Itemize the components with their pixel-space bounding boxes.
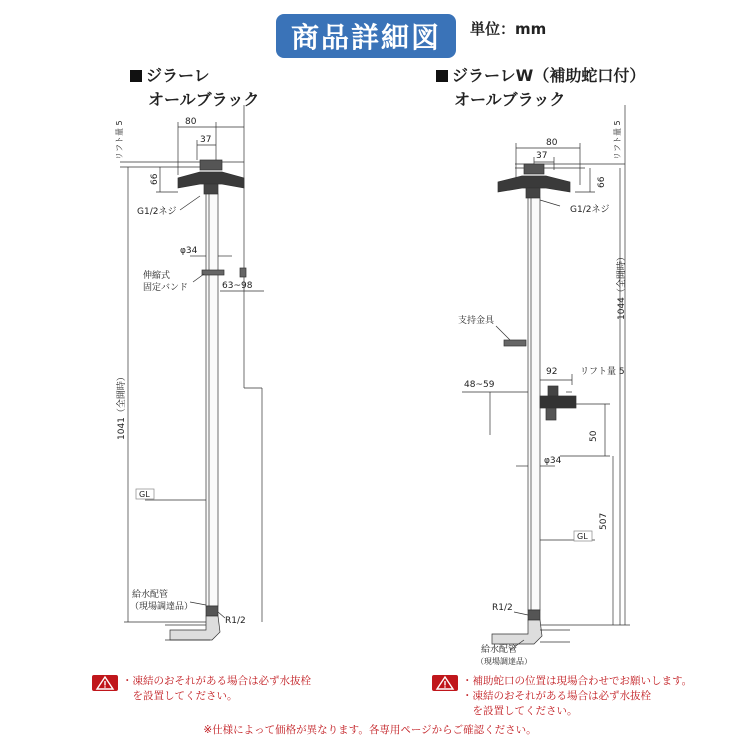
bracket-label: 支持金具 — [458, 316, 495, 326]
dim-lift-2: リフト量 5 — [580, 367, 625, 377]
band-label-1: 伸縮式 — [143, 271, 171, 281]
left-product-color: オールブラック — [148, 90, 260, 109]
supply-label-1: 給水配管 — [132, 590, 169, 600]
r12-label: R1/2 — [492, 603, 513, 613]
gl-label: GL — [577, 532, 588, 541]
warning-icon — [92, 675, 118, 691]
right-warning — [462, 674, 692, 719]
supply-label-2: （現場調達品） — [476, 657, 532, 666]
band-label-2: 固定バンド — [143, 283, 189, 293]
total-height-label: 1044（全開時） — [617, 252, 627, 320]
gl-label: GL — [139, 490, 150, 499]
left-warning-line-1: ・凍結のおそれがある場合は必ず水抜栓 — [122, 675, 311, 687]
footer-note: ※仕様によって価格が異なります。各専用ページからご確認ください。 — [203, 724, 537, 736]
warning-icon — [432, 675, 458, 691]
dim-height-66: 66 — [150, 173, 160, 185]
dim-width-37: 37 — [200, 135, 212, 145]
dim-height-507: 507 — [599, 512, 609, 530]
supply-label-2: （現場調達品） — [130, 602, 194, 612]
unit-label: 単位：mm — [470, 20, 547, 38]
page-title: 商品詳細図 — [276, 14, 456, 58]
right-warning-line-3: を設置してください。 — [462, 705, 578, 717]
warning-badge — [432, 675, 458, 691]
left-product-name: ジラーレ — [146, 66, 210, 85]
dim-width-92: 92 — [546, 367, 558, 377]
dim-width-37: 37 — [536, 151, 548, 161]
right-warning-line-1: ・補助蛇口の位置は現場合わせでお願いします。 — [462, 675, 693, 687]
dim-width-80: 80 — [185, 117, 197, 127]
range-label: 63~98 — [222, 281, 253, 291]
dim-height-50: 50 — [589, 430, 599, 442]
total-height-label: 1041（全開時） — [117, 372, 127, 440]
right-product-name: ジラーレW（補助蛇口付） — [452, 66, 646, 85]
supply-label-1: 給水配管 — [481, 645, 518, 655]
thread-label: G1/2ネジ — [570, 205, 610, 215]
dia-label: φ34 — [180, 246, 198, 256]
range-label: 48~59 — [464, 380, 495, 390]
dia-label: φ34 — [544, 456, 562, 466]
dim-width-80: 80 — [546, 138, 558, 148]
dim-lift: リフト量 5 — [613, 120, 622, 160]
right-product-color: オールブラック — [454, 90, 566, 109]
r12-label: R1/2 — [225, 616, 246, 626]
dim-lift: リフト量 5 — [115, 120, 124, 160]
left-warning-line-2: を設置してください。 — [122, 690, 238, 702]
thread-label: G1/2ネジ — [137, 207, 177, 217]
dim-height-66: 66 — [597, 176, 607, 188]
left-warning — [122, 674, 311, 704]
right-warning-line-2: ・凍結のおそれがある場合は必ず水抜栓 — [462, 690, 651, 702]
warning-badge — [92, 675, 118, 691]
